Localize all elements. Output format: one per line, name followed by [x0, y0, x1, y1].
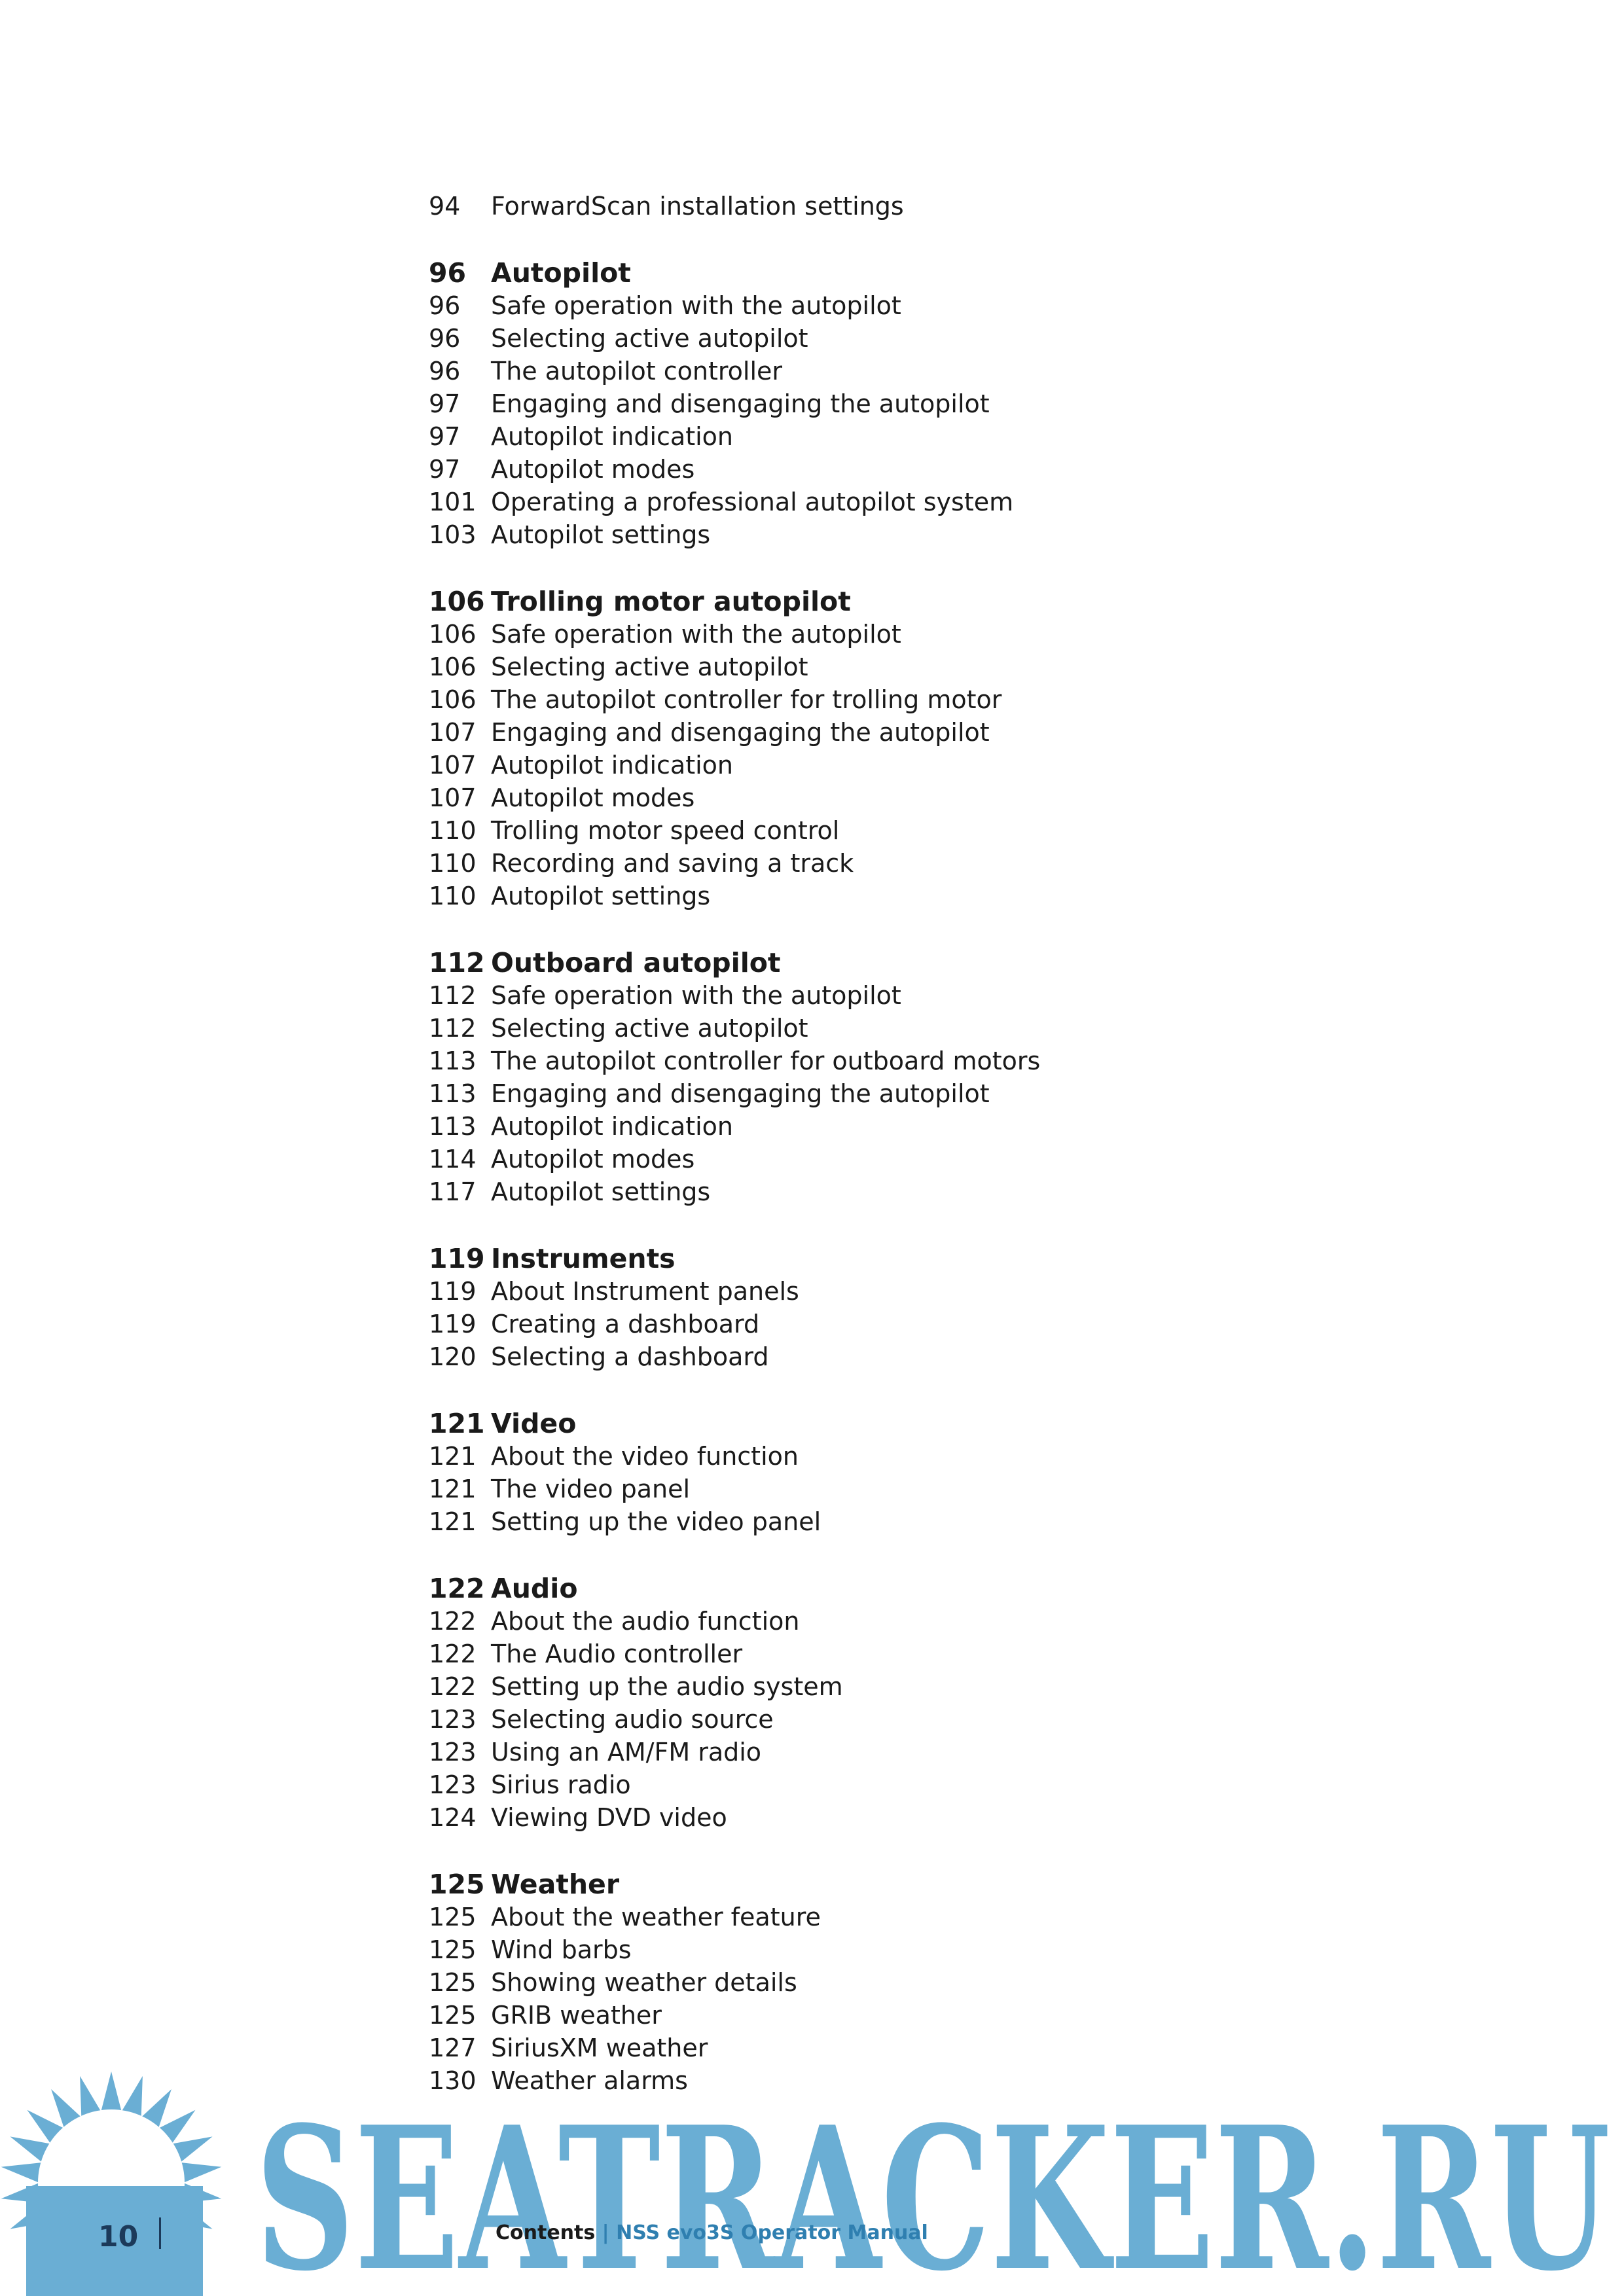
entry-title: Engaging and disengaging the autopilot — [491, 718, 990, 747]
entry-page-number: 117 — [429, 1177, 477, 1206]
entry-title: About the audio function — [491, 1607, 800, 1636]
toc-entry[interactable] — [429, 1110, 1411, 1143]
toc-entry[interactable] — [429, 322, 1411, 355]
entry-title: The autopilot controller — [491, 357, 783, 386]
entry-title: Autopilot modes — [491, 783, 695, 812]
watermark-text: SEATRACKER.RU — [255, 2083, 1610, 2296]
toc-entry[interactable] — [429, 1999, 1411, 2032]
footer-contents-label: Contents — [496, 2221, 596, 2244]
heading-title: Autopilot — [491, 257, 631, 289]
toc-entry[interactable] — [429, 453, 1411, 486]
toc-entry[interactable] — [429, 190, 1411, 223]
heading-title: Trolling motor autopilot — [491, 586, 851, 617]
entry-page-number: 113 — [429, 1112, 477, 1141]
entry-page-number: 110 — [429, 816, 477, 845]
entry-title: Trolling motor speed control — [491, 816, 840, 845]
entry-title: The Audio controller — [491, 1640, 743, 1668]
entry-page-number: 110 — [429, 849, 477, 878]
entry-page-number: 106 — [429, 653, 477, 681]
entry-page-number: 122 — [429, 1672, 477, 1701]
entry-page-number: 125 — [429, 1935, 477, 1964]
entry-page-number: 123 — [429, 1705, 477, 1734]
entry-page-number: 123 — [429, 1738, 477, 1767]
toc-entry[interactable] — [429, 618, 1411, 651]
section-heading[interactable] — [429, 1868, 1411, 1901]
table-of-contents — [429, 190, 1411, 2097]
heading-page-number: 96 — [429, 257, 467, 289]
entry-page-number: 112 — [429, 1014, 477, 1043]
toc-entry[interactable] — [429, 1308, 1411, 1340]
section-gap — [429, 1834, 1411, 1868]
heading-page-number: 122 — [429, 1573, 485, 1604]
entry-page-number: 107 — [429, 783, 477, 812]
entry-title: Creating a dashboard — [491, 1310, 760, 1338]
entry-title: Safe operation with the autopilot — [491, 291, 901, 320]
toc-entry[interactable] — [429, 683, 1411, 716]
entry-title: Selecting active autopilot — [491, 653, 808, 681]
entry-title: Setting up the video panel — [491, 1507, 821, 1536]
toc-entry[interactable] — [429, 1175, 1411, 1208]
entry-page-number: 103 — [429, 520, 477, 549]
entry-title: Sirius radio — [491, 1770, 631, 1799]
entry-title: Autopilot modes — [491, 455, 695, 484]
entry-title: GRIB weather — [491, 2001, 662, 2030]
section-heading[interactable] — [429, 1407, 1411, 1440]
entry-title: Autopilot indication — [491, 1112, 733, 1141]
toc-entry[interactable] — [429, 1703, 1411, 1736]
entry-title: Recording and saving a track — [491, 849, 854, 878]
entry-page-number: 119 — [429, 1277, 477, 1306]
entry-title: The autopilot controller for trolling motor — [491, 685, 1002, 714]
entry-page-number: 110 — [429, 882, 477, 910]
section-gap — [429, 223, 1411, 257]
entry-title: Autopilot settings — [491, 520, 711, 549]
section-gap — [429, 1373, 1411, 1407]
toc-entry[interactable] — [429, 1768, 1411, 1801]
entry-title: Selecting active autopilot — [491, 324, 808, 353]
entry-page-number: 97 — [429, 422, 461, 451]
entry-title: Engaging and disengaging the autopilot — [491, 389, 990, 418]
toc-entry[interactable] — [429, 1143, 1411, 1175]
toc-entry[interactable] — [429, 979, 1411, 1012]
toc-entry[interactable] — [429, 814, 1411, 847]
toc-entry[interactable] — [429, 1275, 1411, 1308]
toc-entry[interactable] — [429, 1670, 1411, 1703]
entry-page-number: 106 — [429, 685, 477, 714]
entry-title: The autopilot controller for outboard motors — [491, 1047, 1041, 1075]
heading-title: Audio — [491, 1573, 578, 1604]
section-heading[interactable] — [429, 1572, 1411, 1605]
toc-entry[interactable] — [429, 1638, 1411, 1670]
entry-page-number: 120 — [429, 1342, 477, 1371]
entry-page-number: 96 — [429, 324, 461, 353]
heading-page-number: 125 — [429, 1869, 485, 1900]
entry-title: Weather alarms — [491, 2066, 688, 2095]
entry-page-number: 113 — [429, 1079, 477, 1108]
toc-entry[interactable] — [429, 651, 1411, 683]
toc-entry[interactable] — [429, 1736, 1411, 1768]
entry-title: Selecting active autopilot — [491, 1014, 808, 1043]
entry-title: Showing weather details — [491, 1968, 797, 1997]
entry-page-number: 125 — [429, 1903, 477, 1931]
toc-entry[interactable] — [429, 1012, 1411, 1045]
toc-entry[interactable] — [429, 847, 1411, 880]
footer-manual-title: | NSS evo3S Operator Manual — [595, 2221, 928, 2244]
entry-page-number: 121 — [429, 1475, 477, 1503]
toc-entry[interactable] — [429, 880, 1411, 912]
toc-entry[interactable] — [429, 1505, 1411, 1538]
entry-page-number: 130 — [429, 2066, 477, 2095]
heading-title: Instruments — [491, 1243, 676, 1274]
entry-title: Autopilot modes — [491, 1145, 695, 1174]
toc-entry[interactable] — [429, 1901, 1411, 1933]
watermark — [0, 2055, 1624, 2296]
entry-page-number: 122 — [429, 1640, 477, 1668]
toc-entry[interactable] — [429, 486, 1411, 518]
entry-title: Engaging and disengaging the autopilot — [491, 1079, 990, 1108]
toc-entry[interactable] — [429, 1473, 1411, 1505]
entry-page-number: 106 — [429, 620, 477, 649]
footer-title — [496, 2221, 928, 2244]
entry-page-number: 119 — [429, 1310, 477, 1338]
section-heading[interactable] — [429, 585, 1411, 618]
section-gap — [429, 1208, 1411, 1242]
entry-page-number: 114 — [429, 1145, 477, 1174]
entry-page-number: 107 — [429, 751, 477, 780]
entry-title: SiriusXM weather — [491, 2034, 708, 2062]
toc-entry[interactable] — [429, 1077, 1411, 1110]
footer-separator — [159, 2217, 161, 2249]
entry-page-number: 97 — [429, 389, 461, 418]
toc-entry[interactable] — [429, 420, 1411, 453]
heading-page-number: 121 — [429, 1408, 485, 1439]
entry-title: Viewing DVD video — [491, 1803, 727, 1832]
toc-entry[interactable] — [429, 1045, 1411, 1077]
heading-page-number: 106 — [429, 586, 485, 617]
entry-title: Autopilot settings — [491, 882, 711, 910]
entry-title: Safe operation with the autopilot — [491, 981, 901, 1010]
entry-page-number: 123 — [429, 1770, 477, 1799]
entry-page-number: 127 — [429, 2034, 477, 2062]
entry-title: Selecting audio source — [491, 1705, 774, 1734]
section-heading[interactable] — [429, 946, 1411, 979]
section-gap — [429, 912, 1411, 946]
entry-page-number: 96 — [429, 357, 461, 386]
section-heading[interactable] — [429, 257, 1411, 289]
heading-page-number: 112 — [429, 947, 485, 978]
toc-entry[interactable] — [429, 289, 1411, 322]
entry-page-number: 124 — [429, 1803, 477, 1832]
section-heading[interactable] — [429, 1242, 1411, 1275]
entry-page-number: 122 — [429, 1607, 477, 1636]
entry-title: About the video function — [491, 1442, 799, 1471]
toc-entry[interactable] — [429, 1966, 1411, 1999]
toc-entry[interactable] — [429, 518, 1411, 551]
entry-page-number: 96 — [429, 291, 461, 320]
entry-page-number: 107 — [429, 718, 477, 747]
entry-title: Safe operation with the autopilot — [491, 620, 901, 649]
entry-title: The video panel — [491, 1475, 691, 1503]
entry-page-number: 113 — [429, 1047, 477, 1075]
heading-title: Video — [491, 1408, 577, 1439]
heading-title: Outboard autopilot — [491, 947, 781, 978]
entry-title: Autopilot indication — [491, 751, 733, 780]
toc-entry[interactable] — [429, 1340, 1411, 1373]
entry-page-number: 125 — [429, 1968, 477, 1997]
entry-page-number: 125 — [429, 2001, 477, 2030]
entry-page-number: 112 — [429, 981, 477, 1010]
entry-title: Autopilot settings — [491, 1177, 711, 1206]
entry-title: About the weather feature — [491, 1903, 821, 1931]
entry-page-number: 97 — [429, 455, 461, 484]
toc-entry[interactable] — [429, 355, 1411, 387]
toc-entry[interactable] — [429, 781, 1411, 814]
entry-title: Setting up the audio system — [491, 1672, 843, 1701]
entry-title: About Instrument panels — [491, 1277, 799, 1306]
entry-title: ForwardScan installation settings — [491, 192, 904, 221]
entry-page-number: 94 — [429, 192, 461, 221]
toc-entry[interactable] — [429, 716, 1411, 749]
heading-page-number: 119 — [429, 1243, 485, 1274]
section-gap — [429, 551, 1411, 585]
page-number: 10 — [98, 2220, 139, 2253]
toc-entry[interactable] — [429, 749, 1411, 781]
entry-title: Operating a professional autopilot system — [491, 488, 1014, 516]
toc-entry[interactable] — [429, 1933, 1411, 1966]
section-gap — [429, 1538, 1411, 1572]
toc-entry[interactable] — [429, 1605, 1411, 1638]
toc-entry[interactable] — [429, 1801, 1411, 1834]
entry-page-number: 101 — [429, 488, 477, 516]
sun-logo-icon — [1, 2072, 222, 2296]
toc-entry[interactable] — [429, 387, 1411, 420]
entry-page-number: 121 — [429, 1442, 477, 1471]
entry-title: Wind barbs — [491, 1935, 632, 1964]
heading-title: Weather — [491, 1869, 620, 1900]
entry-title: Selecting a dashboard — [491, 1342, 769, 1371]
entry-title: Using an AM/FM radio — [491, 1738, 762, 1767]
entry-page-number: 121 — [429, 1507, 477, 1536]
toc-entry[interactable] — [429, 1440, 1411, 1473]
entry-title: Autopilot indication — [491, 422, 733, 451]
